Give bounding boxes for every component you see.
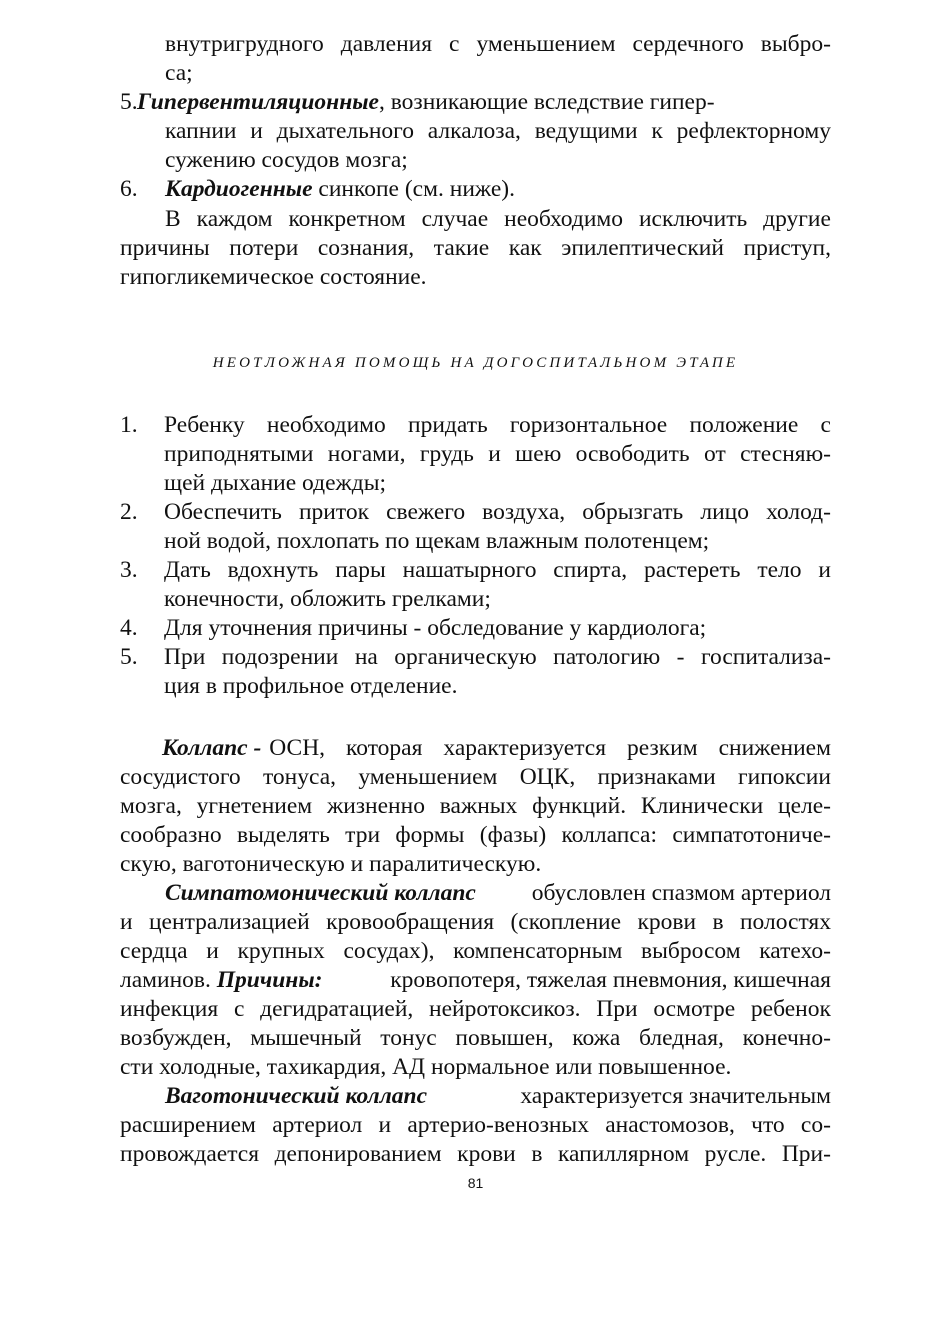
word: холод-	[766, 499, 831, 525]
word: дыхательного	[276, 118, 414, 144]
word: такие	[433, 235, 490, 261]
word: сердечного	[632, 31, 744, 57]
word: депонированием	[274, 1141, 442, 1167]
word: в	[712, 909, 724, 935]
word: необходимо	[266, 412, 386, 438]
care-list-item-line: Для уточнения причины - обследование у кардиолога;	[164, 615, 707, 641]
vago-line	[165, 1082, 831, 1111]
word: кожа	[572, 1025, 621, 1051]
word: со-	[800, 1112, 831, 1138]
list-item-line	[165, 117, 831, 146]
list-item-5	[137, 88, 831, 117]
word: выбросом	[641, 938, 741, 964]
word: шею	[515, 441, 562, 467]
paragraph-line	[120, 995, 831, 1024]
word: потери	[229, 235, 299, 261]
word: подозрении	[221, 644, 339, 670]
word: анастомозов,	[605, 1112, 735, 1138]
care-list-item-line	[164, 498, 831, 527]
word: органическую	[394, 644, 537, 670]
care-list-item-line: конечности, обложить грелками;	[164, 586, 491, 612]
word: госпитализа-	[700, 644, 831, 670]
word: сердца	[120, 938, 188, 964]
word: спирта,	[553, 557, 628, 583]
word: Клинически	[640, 793, 764, 819]
word: важных	[439, 793, 518, 819]
term-hyperventilation: Гипервентиляционные	[137, 89, 379, 115]
word: и	[250, 118, 263, 144]
paragraph-line	[120, 937, 831, 966]
word: ногами,	[327, 441, 406, 467]
word: как	[508, 235, 542, 261]
word: возбужден,	[120, 1025, 232, 1051]
paragraph-line	[120, 763, 831, 792]
text: ламинов.	[120, 967, 217, 993]
page-number: 81	[467, 1175, 484, 1191]
word: провождается	[120, 1141, 260, 1167]
paragraph-line	[120, 908, 831, 937]
word: характеризуется	[443, 735, 607, 761]
word: -	[676, 644, 685, 670]
word: воздуха,	[482, 499, 566, 525]
word: капиллярном	[557, 1141, 690, 1167]
care-list-item-line: щей дыхание одежды;	[164, 470, 387, 496]
list-number: 5.	[120, 89, 138, 115]
word: повышен,	[455, 1025, 554, 1051]
word: рефлекторному	[676, 118, 831, 144]
paragraph-line	[120, 1111, 831, 1140]
word: растереть	[644, 557, 741, 583]
word: сосудах),	[343, 938, 435, 964]
word: обрызгать	[582, 499, 684, 525]
list-continuation-line	[165, 30, 831, 59]
word: централизацией	[148, 909, 310, 935]
word: ребенок	[750, 996, 831, 1022]
word: ОСН,	[269, 735, 326, 761]
word: и	[206, 938, 219, 964]
word: расширением	[120, 1112, 256, 1138]
word: Дать	[164, 557, 211, 583]
paragraph-line	[165, 205, 831, 234]
list-item-6	[165, 175, 515, 204]
word: придать	[408, 412, 488, 438]
word: эпилептический	[561, 235, 724, 261]
word: угнетением	[196, 793, 313, 819]
word: на	[354, 644, 378, 670]
word: катехо-	[759, 938, 831, 964]
sympatho-line	[165, 879, 831, 908]
word: конкретном	[288, 206, 406, 232]
word: давления	[340, 31, 433, 57]
paragraph-line	[120, 1140, 831, 1169]
word: сообразно	[120, 822, 222, 848]
word: исключить	[638, 206, 748, 232]
word: необходимо	[504, 206, 624, 232]
text: характеризуется значительным	[520, 1083, 831, 1109]
word: снижением	[718, 735, 831, 761]
word: формы	[395, 822, 465, 848]
word: коллапса:	[561, 822, 658, 848]
word: тонус	[380, 1025, 437, 1051]
word: конечно-	[742, 1025, 831, 1051]
word: приступ,	[743, 235, 831, 261]
word: При-	[781, 1141, 831, 1167]
word: и	[488, 441, 501, 467]
word: выделять	[237, 822, 330, 848]
care-list-item-line: ной водой, похлопать по щекам влажным полотенцем;	[164, 528, 710, 554]
word: и	[818, 557, 831, 583]
word: выбро-	[760, 31, 831, 57]
word: положение	[689, 412, 799, 438]
word: крупных	[237, 938, 325, 964]
word: три	[345, 822, 381, 848]
word: инфекция	[120, 996, 219, 1022]
word: крови	[457, 1141, 516, 1167]
list-number: 5.	[120, 644, 138, 670]
word: артериол	[272, 1112, 363, 1138]
word: резким	[627, 735, 698, 761]
care-list-item-line	[164, 643, 831, 672]
word: Обеспечить	[164, 499, 282, 525]
word: сосудистого	[120, 764, 241, 790]
list-number: 6.	[120, 176, 138, 202]
text: кровопотеря, тяжелая пневмония, кишечная	[390, 967, 831, 993]
word: ОЦК,	[519, 764, 576, 790]
word: симпатотониче-	[672, 822, 831, 848]
word: которая	[346, 735, 423, 761]
word: сознания,	[317, 235, 415, 261]
care-list-item-line	[164, 440, 831, 469]
word: освободить	[575, 441, 690, 467]
word: признаками	[597, 764, 716, 790]
paragraph-line: гипогликемическое состояние.	[120, 264, 427, 290]
word: другие	[763, 206, 831, 232]
word: ведущими	[534, 118, 638, 144]
word: с	[820, 412, 831, 438]
word: лицо	[700, 499, 749, 525]
word: артерио-венозных	[407, 1112, 589, 1138]
word: Ребенку	[164, 412, 245, 438]
collapse-line	[162, 734, 831, 763]
word: патологию	[553, 644, 661, 670]
term-cardiogenic: Кардиогенные	[165, 176, 313, 202]
list-number: 4.	[120, 615, 138, 641]
word: жизненно	[326, 793, 425, 819]
word: внутригрудного	[165, 31, 324, 57]
word: алкалоза,	[427, 118, 521, 144]
word: уменьшением	[358, 764, 498, 790]
word: тело	[757, 557, 802, 583]
word: случае	[421, 206, 489, 232]
paragraph-line	[120, 821, 831, 850]
word: русле.	[704, 1141, 767, 1167]
word: вдохнуть	[227, 557, 319, 583]
word: полостях	[739, 909, 831, 935]
paragraph-line	[120, 966, 831, 995]
text: синкопе (см. ниже).	[312, 176, 515, 202]
word: и	[120, 909, 133, 935]
word: осмотре	[653, 996, 736, 1022]
word: в	[531, 1141, 543, 1167]
word: и	[378, 1112, 392, 1138]
paragraph-line	[120, 792, 831, 821]
word: дегидратацией,	[260, 996, 414, 1022]
word: нейротоксикоз.	[429, 996, 581, 1022]
care-list-item-line: ция в профильное отделение.	[164, 673, 458, 699]
word: с	[233, 996, 245, 1022]
word: что	[751, 1112, 785, 1138]
word: приподнятыми	[164, 441, 314, 467]
word: горизонтальное	[509, 412, 668, 438]
word: В	[165, 206, 181, 232]
word: капнии	[165, 118, 237, 144]
word: (скопление	[510, 909, 622, 935]
care-list-item-line	[164, 556, 831, 585]
paragraph-line	[120, 1024, 831, 1053]
word: нашатырного	[402, 557, 537, 583]
word: грудь	[419, 441, 474, 467]
list-item-line: сужению сосудов мозга;	[165, 147, 408, 173]
word: приток	[298, 499, 369, 525]
word: к	[651, 118, 663, 144]
word: компенсаторным	[453, 938, 623, 964]
word: бледная,	[639, 1025, 724, 1051]
term-causes: Причины:	[216, 967, 323, 993]
list-number: 3.	[120, 557, 138, 583]
word: кровообращения	[326, 909, 495, 935]
section-heading: НЕОТЛОЖНАЯ ПОМОЩЬ НА ДОГОСПИТАЛЬНОМ ЭТАПЕ	[212, 355, 739, 371]
care-list-item-line	[164, 411, 831, 440]
word: При	[164, 644, 206, 670]
term-vagotonic: Ваготонический коллапс	[165, 1083, 428, 1109]
word: причины	[120, 235, 210, 261]
list-number: 2.	[120, 499, 138, 525]
text: обусловлен спазмом артериол	[531, 880, 831, 906]
paragraph-line	[120, 234, 831, 263]
word: крови	[637, 909, 697, 935]
text: , возникающие вследствие гипер-	[379, 89, 715, 115]
list-continuation-line: са;	[165, 60, 193, 86]
word: гипоксии	[738, 764, 831, 790]
word: тонуса,	[262, 764, 337, 790]
term-collapse: Коллапс -	[162, 735, 262, 761]
word: целе-	[778, 793, 831, 819]
word: стесняю-	[740, 441, 831, 467]
paragraph-line: скую, ваготоническую и паралитическую.	[120, 851, 542, 877]
word: свежего	[386, 499, 466, 525]
word: функций.	[532, 793, 627, 819]
word: уменьшением	[476, 31, 616, 57]
word: от	[704, 441, 726, 467]
word: мозга,	[120, 793, 182, 819]
paragraph-line: сти холодные, тахикардия, АД нормальное или повышенное.	[120, 1054, 732, 1080]
word: При	[596, 996, 638, 1022]
word: с	[449, 31, 460, 57]
list-number: 1.	[120, 412, 138, 438]
word: мышечный	[250, 1025, 362, 1051]
term-sympathotonic: Симпатомонический коллапс	[165, 880, 476, 906]
word: (фазы)	[479, 822, 547, 848]
word: каждом	[196, 206, 273, 232]
word: пары	[335, 557, 386, 583]
